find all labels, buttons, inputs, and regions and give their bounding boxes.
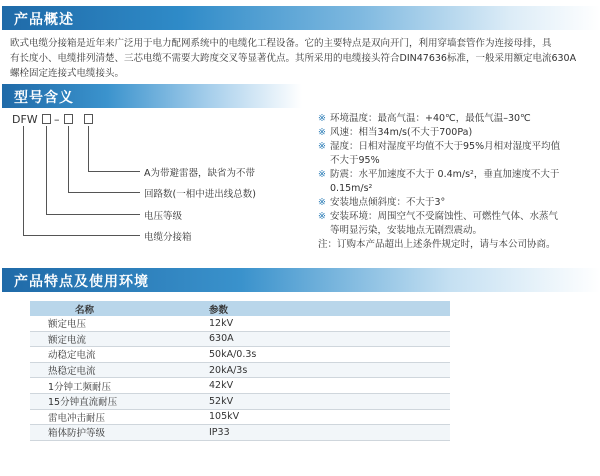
table-cell-name: 额定电压 <box>30 316 173 331</box>
leader-line <box>88 126 89 171</box>
model-box-voltage <box>42 114 51 124</box>
overview-line-1: 欧式电缆分接箱是近年来广泛用于电力配网系统中的电缆化工程设备。它的主要特点是双向开门，利用穿墙套管作为连接母排，具 <box>10 38 552 49</box>
table-cell-name: 动稳定电流 <box>30 347 173 363</box>
table-cell-value: 105kV <box>173 409 450 425</box>
table-cell-value: 52kV <box>173 393 450 409</box>
table-header-row <box>30 301 450 316</box>
model-box-circuits <box>64 114 73 124</box>
table-row <box>30 378 450 394</box>
bullet-icon: ※ <box>318 211 326 222</box>
table-cell-value: 12kV <box>173 316 450 331</box>
table-cell-name: 1分钟工频耐压 <box>30 378 173 394</box>
overview-line-2: 有长度小、电缆排列清楚、三芯电缆不需要大跨度交叉等显著优点。其所采用的电缆接头符合DIN47636标准，一般采用额定电流630A <box>10 53 577 64</box>
spec-wind: ※ 风速：相当34m/s(不大于700Pa) <box>318 127 473 138</box>
table-cell-name: 15分钟直流耐压 <box>30 393 173 409</box>
bullet-icon: ※ <box>318 127 326 138</box>
table-row <box>30 347 450 363</box>
environment-specs <box>318 112 598 252</box>
table-row <box>30 362 450 378</box>
table-row <box>30 393 450 409</box>
leader-line <box>68 126 69 192</box>
model-diagram <box>10 110 290 260</box>
bullet-icon: ※ <box>318 141 326 152</box>
table-cell-value: 630A <box>173 331 450 347</box>
parameter-table <box>30 301 450 441</box>
model-box-arrester <box>84 114 93 124</box>
table-cell-value: 50kA/0.3s <box>173 347 450 363</box>
table-cell-value: IP33 <box>173 425 450 441</box>
section-title-features: 产品特点及使用环境 <box>14 274 149 290</box>
spec-seismic: ※ 防震：水平加速度不大于 0.4m/s²，垂直加速度不大于 0.15m/s² <box>318 169 560 194</box>
table-header-name: 名称 <box>30 301 173 316</box>
spec-humidity: ※ 湿度：日相对湿度平均值不大于95%月相对湿度平均值 不大于95% <box>318 141 561 166</box>
table-cell-name: 箱体防护等级 <box>30 425 173 441</box>
section-header-features <box>2 268 600 292</box>
spec-environment: ※ 安装环境：周围空气不受腐蚀性、可燃性气体、水蒸气 等明显污染，安装地点无剧烈震动。 <box>318 211 559 236</box>
overview-line-3: 螺栓固定连接式电缆接头。 <box>10 68 125 79</box>
section-header-bar <box>2 6 600 30</box>
spec-inclination: ※ 安装地点倾斜度：不大于3° <box>318 197 446 208</box>
model-dash: – <box>54 113 60 126</box>
table-row <box>30 409 450 425</box>
section-title-model: 型号含义 <box>14 90 74 106</box>
table-row <box>30 316 450 331</box>
table-header-param: 参数 <box>173 301 450 316</box>
spec-seismic-cont: 0.15m/s² <box>330 183 373 194</box>
table-row <box>30 425 450 441</box>
table-row <box>30 331 450 347</box>
section-header-overview <box>2 6 600 30</box>
spec-temperature: ※ 环境温度：最高气温：+40℃，最低气温–30℃ <box>318 113 531 124</box>
bullet-icon: ※ <box>318 169 326 180</box>
table-cell-name: 额定电流 <box>30 331 173 347</box>
table-cell-value: 20kA/3s <box>173 362 450 378</box>
overview-paragraph <box>10 36 595 81</box>
leader-line <box>23 235 140 236</box>
section-header-model <box>2 84 302 108</box>
leader-line <box>23 126 24 235</box>
table-cell-name: 热稳定电流 <box>30 362 173 378</box>
leader-line <box>68 192 140 193</box>
spec-humidity-cont: 不大于95% <box>330 155 380 166</box>
leader-line <box>46 214 140 215</box>
bullet-icon: ※ <box>318 197 326 208</box>
model-prefix: DFW <box>12 113 38 126</box>
model-label-arrester: A为带避雷器，缺省为不带 <box>144 168 255 179</box>
model-label-product: 电缆分接箱 <box>144 232 192 243</box>
section-title-overview: 产品概述 <box>14 12 74 28</box>
model-label-voltage: 电压等级 <box>144 211 183 222</box>
model-label-circuits: 回路数(一相中进出线总数) <box>144 189 256 200</box>
leader-line <box>46 126 47 214</box>
leader-line <box>88 171 140 172</box>
spec-note: 注：订购本产品超出上述条件规定时，请与本公司协商。 <box>318 239 556 250</box>
table-cell-name: 雷电冲击耐压 <box>30 409 173 425</box>
spec-environment-cont: 等明显污染，安装地点无剧烈震动。 <box>330 225 483 236</box>
bullet-icon: ※ <box>318 113 326 124</box>
table-cell-value: 42kV <box>173 378 450 394</box>
